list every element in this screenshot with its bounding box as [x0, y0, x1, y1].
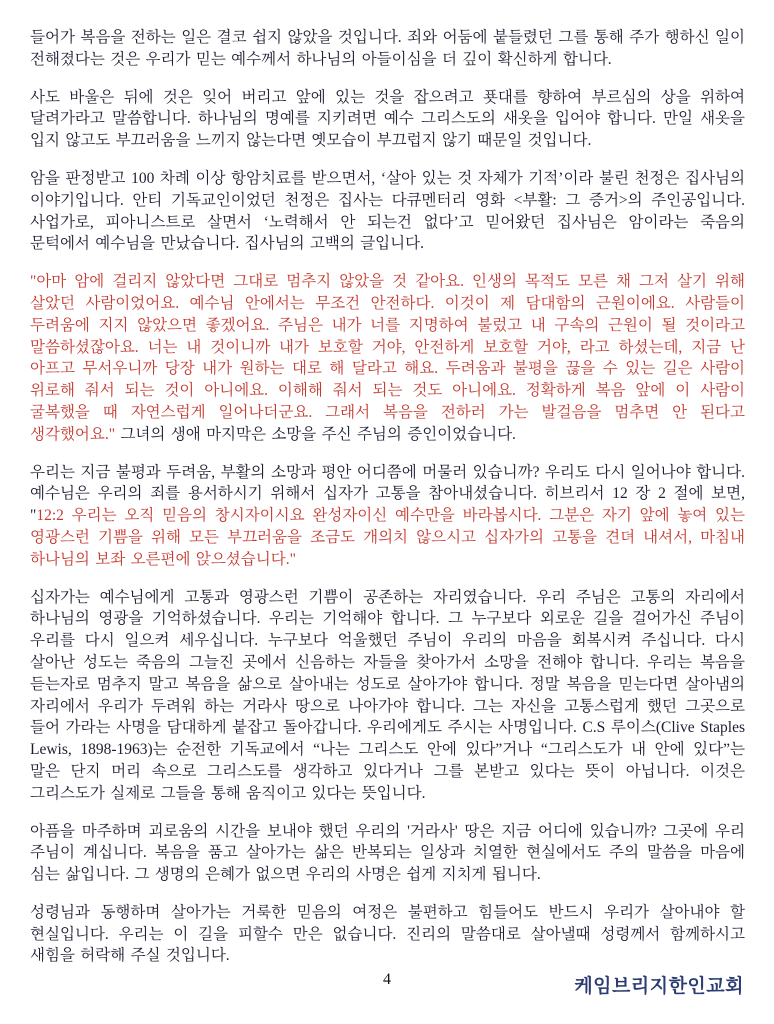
- red-scripture-text: 12:2 우리는 오직 믿음의 창시자이시요 완성자이신 예수만을 바라봅시다. 그분은 자기 앞에 놓여 있는 영광스런 기쁨을 위해 모든 부끄러움을 조금도 개의치 않으시고 십자가의 고통을 견뎌 내셔서, 마침내 하나님의 보좌 오른편에 앉으셨습니다.": [30, 507, 745, 568]
- page-footer: [30, 971, 744, 1001]
- body-text: 아픔을 마주하며 괴로움의 시간을 보내야 했던 우리의 '거라사' 땅은 지금 어디에 있습니까? 그곳에 우리 주님이 계십니다. 복음을 품고 살아가는 삶은 반복되는 일상과 치열한 현실에서도 주의 말씀을 마음에 심는 삶입니다. 그 생명의 은혜가 없으면 우리의 사명은 쉽게 지치게 됩니다.: [30, 822, 745, 884]
- paragraph-1: [30, 27, 745, 71]
- paragraph-2: [30, 87, 745, 152]
- body-text: 그녀의 생애 마지막은 소망을 주신 주님의 증인이었습니다.: [115, 425, 516, 443]
- paragraph-4-testimony-quote: [30, 271, 745, 445]
- body-text: 암을 판정받고 100 차례 이상 항암치료를 받으면서, ‘살아 있는 것 자체가 기적’이라 불린 천정은 집사님의 이야기입니다. 안티 기독교인이었던 천정은 집사는 다큐멘터리 영화 <부활: 그 증거>의 주인공입니다. 사업가로, 피아니스트로 살면서 ‘노력해서 안 되는건 없다’고 믿어왔던 집사님은 암이라는 죽음의 문턱에서 예수님을 만났습니다. 집사님의 고백의 글입니다.: [30, 169, 745, 253]
- paragraph-8: [30, 902, 745, 967]
- sermon-body-text: [30, 27, 745, 983]
- body-text: 우리는 지금 불평과 두려움, 부활의 소망과 평안 어디쯤에 머물러 있습니까? 우리도 다시 일어나야 합니다. 예수님은 우리의 죄를 용서하시기 위해서 십자가 고통을 참아내셨습니다. 히브리서 12 장 2 절에 보면, ": [30, 463, 745, 525]
- church-name: 케임브리지한인교회: [574, 976, 744, 997]
- body-text: 들어가 복음을 전하는 일은 결코 쉽지 않았을 것입니다. 죄와 어둠에 붙들렸던 그를 통해 주가 행하신 일이 전해졌다는 것은 우리가 믿는 예수께서 하나님의 아들이심을 더 깊이 확신하게 합니다.: [30, 29, 745, 68]
- body-text: 사도 바울은 뒤에 것은 잊어 버리고 앞에 있는 것을 잡으려고 푯대를 향하여 부르심의 상을 위하여 달려가라고 말씀합니다. 하나님의 명예를 지키려면 예수 그리스도의 새옷을 입어야 합니다. 만일 새옷을 입지 않고도 부끄러움을 느끼지 않는다면 옛모습이 부끄럽지 않기 때문일 것입니다.: [30, 88, 745, 150]
- paragraph-6: [30, 587, 745, 805]
- page-number: 4: [383, 971, 391, 988]
- red-quote-text: "아마 암에 걸리지 않았다면 그대로 멈추지 않았을 것 같아요. 인생의 목적도 모른 채 그저 살기 위해 살았던 사람이었어요. 예수님 안에서는 무조건 안전하다. 이것이 제 담대함의 근원이에요. 사람들이 두려움에 지지 않았으면 좋겠어요. 주님은 내가 너를 지명하여 불렀고 내 구속의 근원이 될 것이라고 말씀하셨잖아요. 너는 내 것이니까 내가 보호할 거야, 안전하게 보호할 거야, 라고 하셨는데, 지금 난 아프고 무서우니까 당장 내가 원하는 대로 해 달라고 해요. 두려움과 불평을 끊을 수 있는 길은 사람이 위로해 줘서 되는 것이 아니에요. 이해해 줘서 되는 것도 아니에요. 정확하게 복음 앞에 이 사람이 굴복했을 때 자연스럽게 일어나더군요. 그래서 복음을 전하러 가는 발걸음을 멈추면 안 된다고 생각했어요.": [30, 273, 745, 443]
- body-text: 성령님과 동행하며 살아가는 거룩한 믿음의 여정은 불편하고 힘들어도 반드시 우리가 살아내야 할 현실입니다. 우리는 이 길을 피할수 만은 없습니다. 진리의 말씀대로 살아낼때 성령께서 함께하시고 새힘을 허락해 주실 것입니다.: [30, 903, 745, 965]
- paragraph-5-scripture-quote: [30, 462, 745, 571]
- body-text: 십자가는 예수님에게 고통과 영광스런 기쁨이 공존하는 자리였습니다. 우리 주님은 고통의 자리에서 하나님의 영광을 기억하셨습니다. 우리는 기억해야 합니다. 그 누구보다 외로운 길을 걸어가신 주님이 우리를 다시 일으켜 세우십니다. 누구보다 억울했던 주님이 우리의 마음을 회복시켜 주십니다. 다시 살아난 성도는 죽음의 그늘진 곳에서 신음하는 자들을 찾아가서 소망을 전해야 합니다. 우리는 복음을 듣는자로 멈추지 말고 복음을 삶으로 살아내는 성도로 살아가야 합니다. 정말 복음을 믿는다면 살아냄의 자리에서 우리가 두려워 하는 거라사 땅으로 나아가야 합니다. 그는 자신을 고통스럽게 했던 그곳으로 들어 가라는 사명을 담대하게 붙잡고 돌아갑니다. 우리에게도 주시는 사명입니다. C.S 루이스(Clive Staples Lewis, 1898-1963)는 순전한 기독교에서 “나는 그리스도 안에 있다”거나 “그리스도가 내 안에 있다”는 말은 단지 머리 속으로 그리스도를 생각하고 있다거나 그를 본받고 있다는 뜻이 아닙니다. 이것은 그리스도가 실제로 그들을 통해 움직이고 있다는 뜻입니다.: [30, 588, 745, 802]
- paragraph-7: [30, 821, 745, 886]
- paragraph-3: [30, 168, 745, 255]
